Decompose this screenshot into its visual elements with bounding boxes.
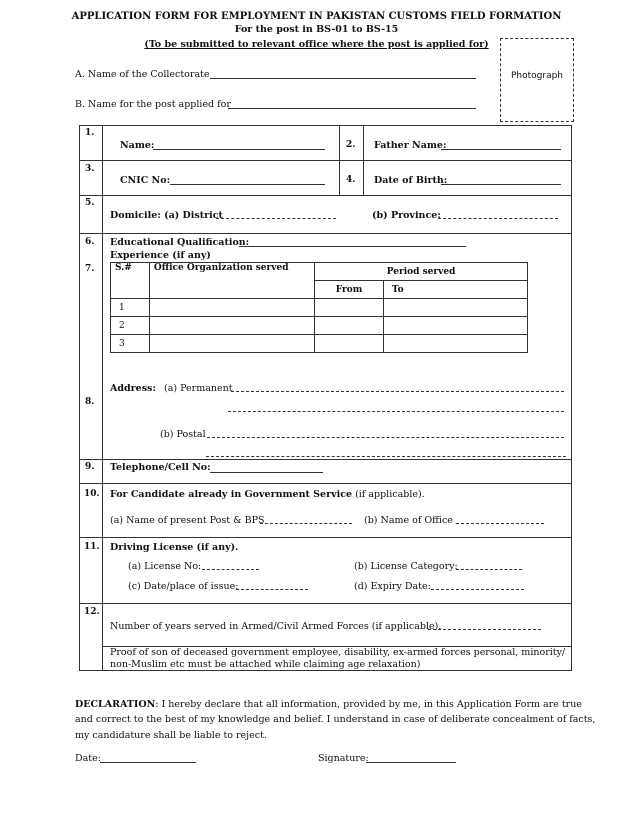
telephone-label: Telephone/Cell No: (110, 462, 211, 473)
gov-service-rest: (if applicable). (352, 489, 425, 500)
table-header-row (111, 263, 528, 281)
declaration-line3: my candidature shall be liable to reject. (75, 730, 267, 741)
office-name-input[interactable] (456, 523, 544, 524)
org-cell[interactable] (149, 317, 314, 335)
license-category-label: (b) License Category: (354, 561, 458, 572)
photograph-box[interactable] (500, 38, 574, 122)
postal-label: (b) Postal (160, 429, 206, 440)
from-cell[interactable] (315, 335, 384, 353)
sno-cell: 2 (111, 317, 150, 335)
row-number: 6. (85, 237, 95, 247)
date-input[interactable] (100, 762, 196, 763)
father-name-input[interactable] (441, 149, 561, 150)
form-note: (To be submitted to relevant office where the post is applied for) (144, 39, 489, 50)
province-input[interactable] (438, 218, 558, 219)
father-name-label: Father Name: (374, 140, 447, 151)
form-title: APPLICATION FORM FOR EMPLOYMENT IN PAKISTAN CUSTOMS FIELD FORMATION (71, 11, 562, 22)
post-applied-input[interactable] (228, 108, 476, 109)
row-divider (79, 233, 572, 234)
col-to-header: To (383, 281, 527, 299)
table-row (111, 317, 528, 335)
row-number: 8. (85, 397, 95, 407)
row-number: 10. (84, 489, 100, 499)
dob-label: Date of Birth: (374, 175, 448, 186)
education-input[interactable] (239, 246, 466, 247)
row-number: 12. (84, 607, 100, 617)
expiry-date-input[interactable] (431, 589, 524, 590)
table-row (111, 335, 528, 353)
table-row (111, 299, 528, 317)
signature-label: Signature: (318, 753, 369, 764)
row-number: 3. (85, 164, 95, 174)
row-number: 7. (85, 264, 95, 274)
row-number: 9. (85, 462, 95, 472)
row-divider (79, 459, 572, 460)
postal-address-input[interactable] (207, 437, 564, 438)
from-cell[interactable] (315, 299, 384, 317)
name-input[interactable] (153, 149, 325, 150)
row-divider (79, 160, 572, 161)
permanent-address-input-2[interactable] (228, 411, 564, 412)
org-cell[interactable] (149, 299, 314, 317)
row-divider (79, 537, 572, 538)
from-cell[interactable] (315, 317, 384, 335)
domicile-label: Domicile: (a) District (110, 210, 223, 221)
number-column-divider (102, 125, 103, 671)
permanent-address-input[interactable] (231, 391, 564, 392)
row-divider (79, 603, 572, 604)
permanent-label: (a) Permanent (164, 383, 233, 394)
signature-input[interactable] (366, 762, 456, 763)
district-input[interactable] (216, 218, 336, 219)
sno-cell: 1 (111, 299, 150, 317)
license-no-label: (a) License No: (128, 561, 202, 572)
row-number: 4. (346, 175, 356, 185)
declaration-line1 (75, 699, 582, 710)
province-label: (b) Province: (372, 210, 441, 221)
license-issue-input[interactable] (236, 589, 308, 590)
collectorate-label: A. Name of the Collectorate (75, 69, 210, 80)
cnic-input[interactable] (170, 184, 325, 185)
declaration-line2: and correct to the best of my knowledge and belief. I understand in case of deliberate concealment of facts, (75, 714, 596, 725)
experience-table (110, 262, 528, 353)
office-name-label: (b) Name of Office (364, 515, 453, 526)
present-post-input[interactable] (260, 523, 352, 524)
row-divider (79, 195, 572, 196)
present-post-label: (a) Name of present Post & BPS (110, 515, 265, 526)
telephone-input[interactable] (210, 472, 323, 473)
photograph-label: Photograph (510, 71, 564, 81)
license-issue-label: (c) Date/place of issue: (128, 581, 239, 592)
address-label: Address: (110, 383, 156, 394)
armed-forces-label: Number of years served in Armed/Civil Armed Forces (if applicable). (110, 621, 442, 632)
declaration-text1: : I hereby declare that all information, provided by me, in this Application Form are true (155, 699, 582, 710)
declaration-label: DECLARATION (75, 699, 156, 710)
to-cell[interactable] (383, 317, 527, 335)
cnic-label: CNIC No: (120, 175, 171, 186)
license-title: Driving License (if any). (110, 542, 239, 553)
expiry-date-label: (d) Expiry Date: (354, 581, 431, 592)
col-sno-header: S.# (111, 263, 150, 299)
post-applied-label: B. Name for the post applied for (75, 99, 231, 110)
row-number: 11. (84, 542, 100, 552)
sno-cell: 3 (111, 335, 150, 353)
col-from-header: From (315, 281, 384, 299)
to-cell[interactable] (383, 299, 527, 317)
dob-input[interactable] (441, 184, 561, 185)
license-no-input[interactable] (202, 569, 259, 570)
row-divider (363, 125, 364, 195)
armed-forces-input[interactable] (428, 629, 541, 630)
experience-label: Experience (if any) (110, 250, 211, 261)
row-divider (79, 483, 572, 484)
to-cell[interactable] (383, 335, 527, 353)
gov-service-label (110, 489, 425, 500)
org-cell[interactable] (149, 335, 314, 353)
postal-address-input-2[interactable] (206, 456, 566, 457)
collectorate-input[interactable] (210, 78, 476, 79)
proof-note-line2: non-Muslim etc must be attached while claiming age relaxation) (110, 659, 421, 670)
col-period-header: Period served (315, 263, 528, 281)
row-divider (339, 125, 340, 195)
license-category-input[interactable] (456, 569, 522, 570)
form-subtitle: For the post in BS-01 to BS-15 (234, 24, 399, 35)
name-label: Name: (120, 140, 155, 151)
row-number: 5. (85, 198, 95, 208)
row-number: 1. (85, 128, 95, 138)
col-org-header: Office Organization served (149, 263, 314, 299)
education-label: Educational Qualification: (110, 237, 250, 248)
proof-note-line1: Proof of son of deceased government employee, disability, ex-armed forces personal, minority/ (110, 647, 566, 658)
date-label: Date: (75, 753, 101, 764)
gov-service-bold: For Candidate already in Government Service (110, 489, 353, 500)
row-number: 2. (346, 140, 356, 150)
